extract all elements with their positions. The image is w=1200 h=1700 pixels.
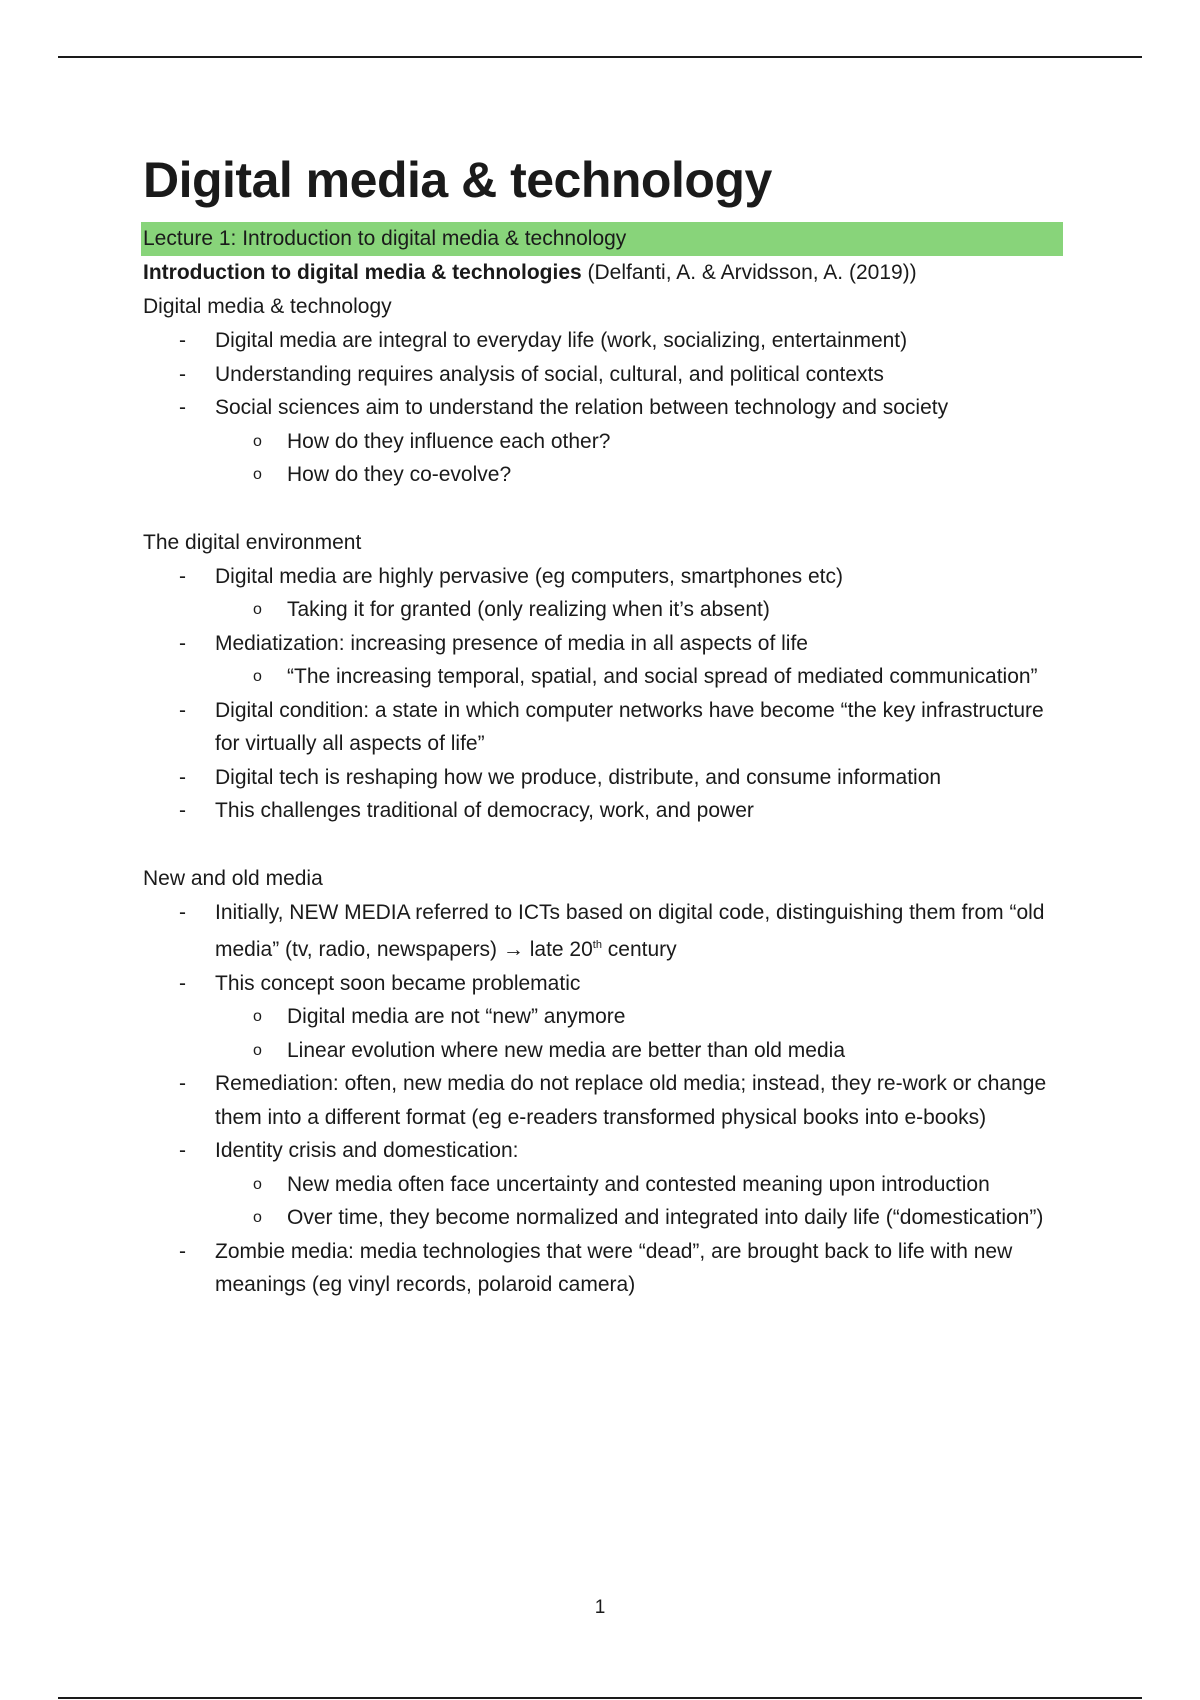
section-digital-environment — [143, 526, 1063, 828]
list-item — [143, 967, 1063, 1068]
circle-bullet-icon: o — [253, 601, 262, 618]
dash-bullet-icon: - — [179, 1239, 186, 1263]
sub-list-item — [143, 1201, 1063, 1235]
list-item-text: century — [601, 938, 677, 961]
sub-list-item-text: How do they co-evolve? — [287, 463, 512, 486]
sub-list-item — [143, 660, 1063, 694]
list-item-text: Identity crisis and domestication: — [215, 1139, 519, 1162]
dash-bullet-icon: - — [179, 900, 186, 924]
list-item — [143, 1067, 1063, 1134]
sub-list-item-text: Linear evolution where new media are better than old media — [287, 1038, 846, 1062]
list-item — [143, 1134, 1063, 1235]
list-item-text: Digital tech is reshaping how we produce, distribute, and consume information — [215, 765, 942, 789]
reading-citation: (Delfanti, A. & Arvidsson, A. (2019)) — [581, 261, 917, 284]
reading-reference — [143, 256, 1063, 290]
list-item-text: Digital media are integral to everyday life (work, socializing, entertainment) — [215, 329, 908, 352]
lecture-heading-highlight: Lecture 1: Introduction to digital media & technology — [141, 222, 1063, 256]
dash-bullet-icon: - — [179, 329, 186, 352]
list-item-text: Remediation: often, new media do not replace old media; instead, they re-work or change them into a different format (eg e-readers transformed physical books into e-books) — [215, 1072, 1047, 1129]
list-item — [143, 1235, 1063, 1302]
bullet-list — [143, 896, 1063, 1302]
circle-bullet-icon: o — [253, 1175, 262, 1193]
list-item — [143, 324, 1063, 358]
list-item — [143, 896, 1063, 967]
top-rule — [58, 56, 1142, 58]
section-heading: New and old media — [143, 866, 323, 890]
sub-list-item-text: How do they influence each other? — [287, 429, 611, 453]
list-item — [143, 761, 1063, 795]
sub-list-item — [143, 1168, 1063, 1202]
section-heading: Digital media & technology — [143, 295, 392, 318]
circle-bullet-icon: o — [253, 668, 262, 685]
superscript: th — [592, 939, 602, 951]
sub-list-item — [143, 1034, 1063, 1068]
list-item-text: Digital condition: a state in which computer networks have become “the key infrastructure for virtually all aspects of life” — [215, 698, 1044, 755]
sub-bullet-list — [215, 593, 1063, 627]
dash-bullet-icon: - — [179, 362, 186, 386]
dash-bullet-icon: - — [179, 1139, 186, 1162]
bullet-list — [143, 324, 1063, 492]
list-item-text: Digital media are highly pervasive (eg computers, smartphones etc) — [215, 564, 843, 588]
dash-bullet-icon: - — [179, 396, 186, 419]
page-content — [143, 150, 1063, 1302]
dash-bullet-icon: - — [179, 698, 186, 722]
dash-bullet-icon: - — [179, 631, 186, 655]
sub-list-item — [143, 1000, 1063, 1034]
list-item-text: Zombie media: media technologies that were “dead”, are brought back to life with new meanings (eg vinyl records, polaroid camera) — [215, 1239, 1013, 1296]
sub-list-item-text: New media often face uncertainty and contested meaning upon introduction — [287, 1172, 990, 1196]
list-item-text: Initially, NEW MEDIA referred to ICTs based on digital code, distinguishing them from “old media” (tv, radio, newspapers) → late 20 — [215, 900, 1045, 961]
list-item — [143, 694, 1063, 761]
sub-list-item — [143, 458, 1063, 492]
dash-bullet-icon: - — [179, 971, 186, 995]
section-digital-media — [143, 290, 1063, 492]
reading-title: Introduction to digital media & technologies — [143, 261, 582, 284]
section-heading: The digital environment — [143, 530, 362, 554]
sub-list-item-text: Taking it for granted (only realizing when it’s absent) — [287, 598, 770, 621]
sub-bullet-list — [215, 660, 1063, 694]
list-item — [143, 391, 1063, 492]
list-item-text: Mediatization: increasing presence of media in all aspects of life — [215, 631, 808, 655]
dash-bullet-icon: - — [179, 564, 186, 588]
list-item — [143, 560, 1063, 627]
section-new-old-media — [143, 862, 1063, 1302]
dash-bullet-icon: - — [179, 799, 186, 822]
circle-bullet-icon: o — [253, 1041, 262, 1059]
list-item-text: This challenges traditional of democracy, work, and power — [215, 799, 754, 822]
sub-bullet-list — [215, 425, 1063, 492]
list-item-text: Social sciences aim to understand the relation between technology and society — [215, 396, 949, 419]
sub-list-item-text: Digital media are not “new” anymore — [287, 1005, 626, 1028]
list-item-text: Understanding requires analysis of social, cultural, and political contexts — [215, 362, 884, 386]
sub-bullet-list — [215, 1168, 1063, 1235]
circle-bullet-icon: o — [253, 1008, 262, 1025]
dash-bullet-icon: - — [179, 1072, 186, 1095]
list-item — [143, 358, 1063, 392]
list-item-text: This concept soon became problematic — [215, 971, 581, 995]
sub-list-item — [143, 425, 1063, 459]
page-number: 1 — [594, 1597, 606, 1618]
circle-bullet-icon: o — [253, 466, 262, 483]
page-title: Digital media & technology — [143, 152, 772, 208]
dash-bullet-icon: - — [179, 765, 186, 789]
circle-bullet-icon: o — [253, 432, 262, 450]
list-item — [143, 627, 1063, 694]
circle-bullet-icon: o — [253, 1209, 262, 1226]
sub-list-item-text: “The increasing temporal, spatial, and social spread of mediated communication” — [287, 665, 1038, 688]
bottom-rule — [58, 1697, 1142, 1699]
sub-list-item-text: Over time, they become normalized and integrated into daily life (“domestication”) — [287, 1206, 1044, 1229]
list-item — [143, 794, 1063, 828]
bullet-list — [143, 560, 1063, 828]
sub-list-item — [143, 593, 1063, 627]
sub-bullet-list — [215, 1000, 1063, 1067]
